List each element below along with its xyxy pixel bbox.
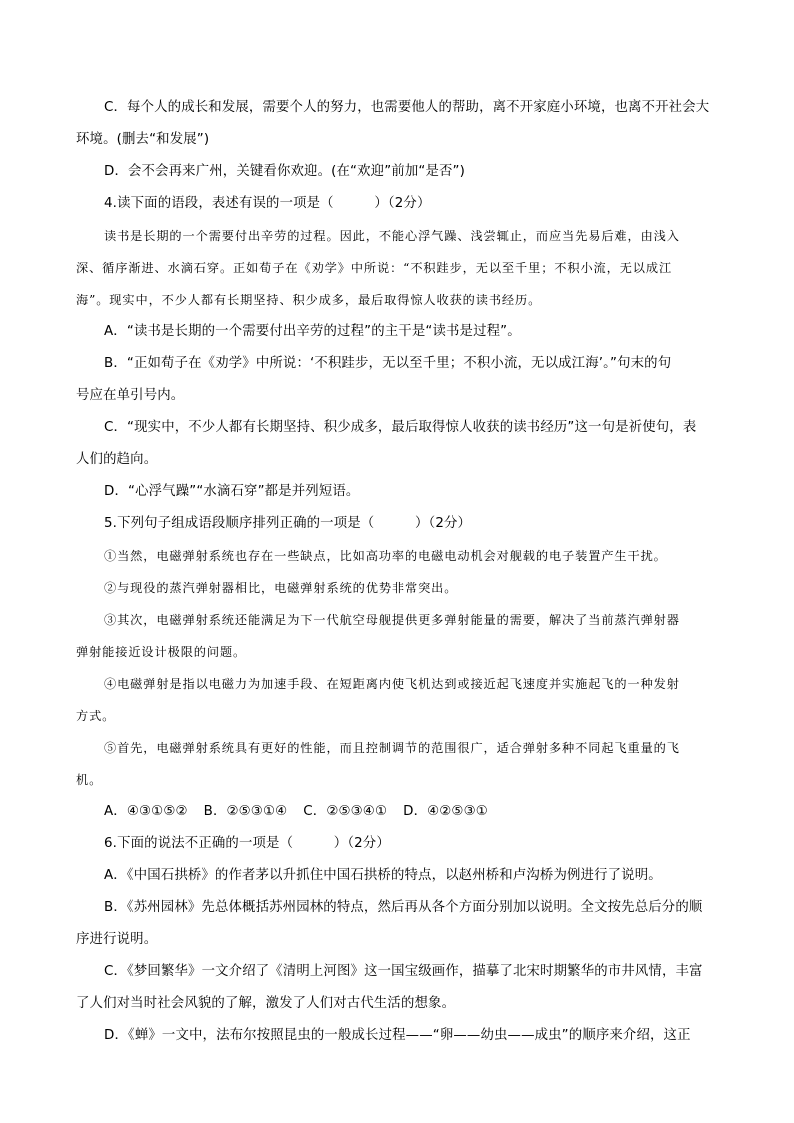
q6-option-b-line2: 序进行说明。 [76,932,158,947]
q4-option-a: A．“读书是长期的一个需要付出辛劳的过程”的主干是“读书是过程”。 [104,324,521,339]
q3-option-d: D．会不会再来广州，关键看你欢迎。(在“欢迎”前加“是否”) [104,164,465,179]
q6-option-c-line2: 了人们对当时社会风貌的了解，激发了人们对古代生活的想象。 [76,996,456,1011]
q4-passage-line2: 深、循序渐进、水滴石穿。正如荀子在《劝学》中所说：“不积跬步，无以至千里；不积小流，无以成江 [76,261,673,275]
q4-passage-line3: 海”。现实中，不少人都有长期坚持、积少成多，最后取得惊人收获的读书经历。 [76,293,542,307]
q5-option-c: C．②⑤③④① [303,804,388,819]
q5-sentence-5-line1: ⑤首先，电磁弹射系统具有更好的性能，而且控制调节的范围很广，适合弹射多种不同起飞重量的飞 [104,741,680,755]
q5-sentence-2: ②与现役的蒸汽弹射器相比，电磁弹射系统的优势非常突出。 [104,581,458,595]
q5-sentence-5-line2: 机。 [76,773,103,787]
q4-option-d: D．“心浮气躁”“水滴石穿”都是并列短语。 [104,484,360,499]
question-6-stem: 6.下面的说法不正确的一项是（ ）（2分） [104,836,390,851]
q4-option-c-line2: 人们的趋向。 [76,452,158,467]
q4-option-b-line1: B．“正如荀子在《劝学》中所说：‘不积跬步，无以至千里；不积小流，无以成江海’。”句末的句 [104,356,672,371]
q6-option-c-line1: C．《梦回繁华》一文介绍了《清明上河图》这一国宝级画作，描摹了北宋时期繁华的市井风情，丰富 [104,964,703,979]
q6-option-b-line1: B．《苏州园林》先总体概括苏州园林的特点，然后再从各个方面分别加以说明。全文按先总后分的顺 [104,900,703,915]
q5-sentence-1: ①当然，电磁弹射系统也存在一些缺点，比如高功率的电磁电动机会对舰载的电子装置产生干扰。 [104,549,667,563]
q5-option-d: D．④②⑤③① [403,804,488,819]
q5-option-b: B．②⑤③①④ [203,804,288,819]
q5-sentence-3-line1: ③其次，电磁弹射系统还能满足为下一代航空母舰提供更多弹射能量的需要，解决了当前蒸汽弹射器 [104,613,680,627]
q4-option-b-line2: 号应在单引号内。 [76,388,185,403]
q5-sentence-3-line2: 弹射能接近设计极限的问题。 [76,645,247,659]
q6-option-d: D．《蝉》一文中，法布尔按照昆虫的一般成长过程——“卵——幼虫——成虫”的顺序来介绍，这正 [104,1028,691,1043]
question-5-stem: 5.下列句子组成语段顺序排列正确的一项是（ ）（2分） [104,516,472,531]
q5-option-a: A．④③①⑤② [104,804,188,819]
q3-option-c-line2: 环境。(删去“和发展”) [76,132,210,147]
q5-sentence-4-line1: ④电磁弹射是指以电磁力为加速手段、在短距离内使飞机达到或接近起飞速度并实施起飞的一种发射 [104,677,680,691]
q5-options [76,802,722,822]
q4-option-c-line1: C．“现实中，不少人都有长期坚持、积少成多，最后取得惊人收获的读书经历”这一句是祈使句，表 [104,420,697,435]
question-4-stem: 4.读下面的语段，表述有误的一项是（ ）（2分） [104,196,431,211]
q3-option-c-line1: C．每个人的成长和发展，需要个人的努力，也需要他人的帮助，离不开家庭小环境，也离不开社会大 [104,100,710,115]
q4-passage-line1: 读书是长期的一个需要付出辛劳的过程。因此，不能心浮气躁、浅尝辄止，而应当先易后难，由浅入 [104,229,680,243]
q5-sentence-4-line2: 方式。 [76,709,116,723]
page-content [76,98,722,1046]
q6-option-a: A．《中国石拱桥》的作者茅以升抓住中国石拱桥的特点，以赵州桥和卢沟桥为例进行了说明。 [104,868,662,883]
